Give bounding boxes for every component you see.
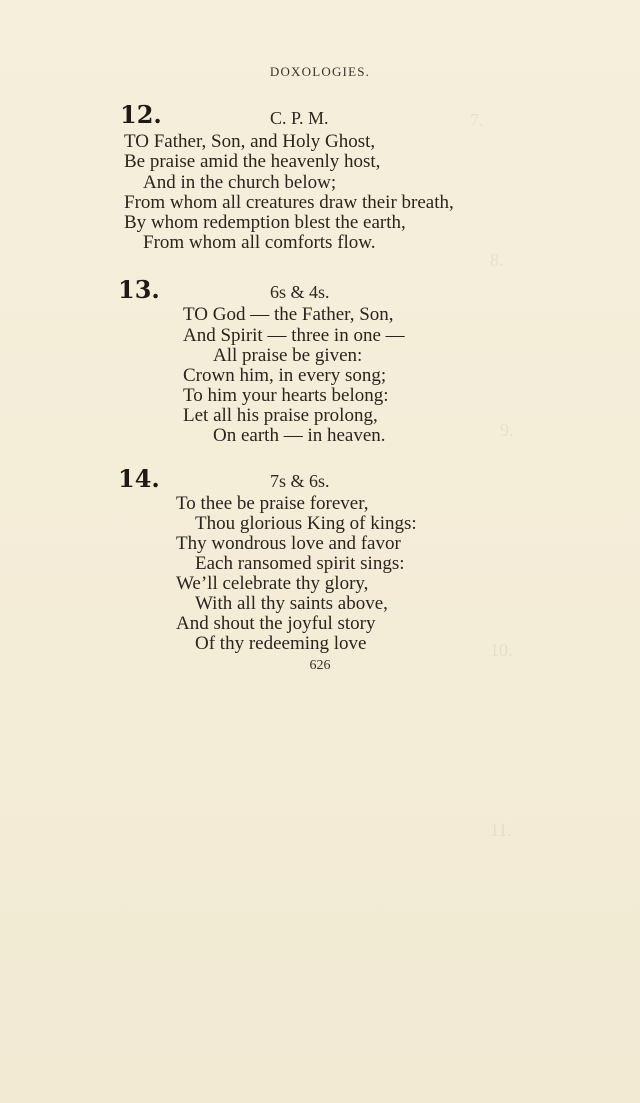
verse-line: TO God — the Father, Son,: [183, 304, 394, 325]
verse-line: To him your hearts belong:: [183, 385, 389, 406]
verse-line: And Spirit — three in one —: [183, 325, 405, 346]
verse-line: Be praise amid the heavenly host,: [124, 151, 381, 172]
verse-line: On earth — in heaven.: [213, 425, 386, 446]
bleed-through-mark: 8.: [490, 250, 504, 270]
verse-line: To thee be praise forever,: [176, 493, 369, 514]
verse-line: TO Father, Son, and Holy Ghost,: [124, 131, 376, 152]
verse-line: And shout the joyful story: [176, 613, 376, 634]
running-head: DOXOLOGIES.: [269, 64, 371, 79]
hymn-number: 12.: [120, 100, 162, 129]
bleed-through-mark: 11.: [490, 820, 512, 840]
verse-line: Crown him, in every song;: [183, 365, 387, 386]
hymn-meter: 6s & 4s.: [270, 282, 330, 302]
bleed-through-mark: 10.: [490, 640, 513, 660]
verse-line: By whom redemption blest the earth,: [124, 212, 406, 233]
verse-line: From whom all comforts flow.: [143, 232, 376, 253]
page-number: 626: [309, 658, 331, 673]
verse-line: And in the church below;: [143, 172, 337, 193]
verse-line: Each ransomed spirit sings:: [195, 553, 405, 574]
hymn-number: 13.: [118, 275, 160, 304]
verse-line: With all thy saints above,: [195, 593, 388, 614]
verse-line: Let all his praise prolong,: [183, 405, 378, 426]
bleed-through-mark: 9.: [500, 420, 514, 440]
verse-line: All praise be given:: [213, 345, 363, 366]
verse-line: Thy wondrous love and favor: [176, 533, 401, 554]
verse-line: We’ll celebrate thy glory,: [176, 573, 369, 594]
hymn-number: 14.: [118, 464, 160, 493]
hymn-meter: C. P. M.: [270, 108, 329, 128]
verse-line: From whom all creatures draw their breath,: [124, 192, 454, 213]
verse-line: Thou glorious King of kings:: [195, 513, 417, 534]
bleed-through-mark: 7.: [470, 110, 484, 130]
verse-line: Of thy redeeming love: [195, 633, 367, 654]
hymn-meter: 7s & 6s.: [270, 471, 330, 491]
